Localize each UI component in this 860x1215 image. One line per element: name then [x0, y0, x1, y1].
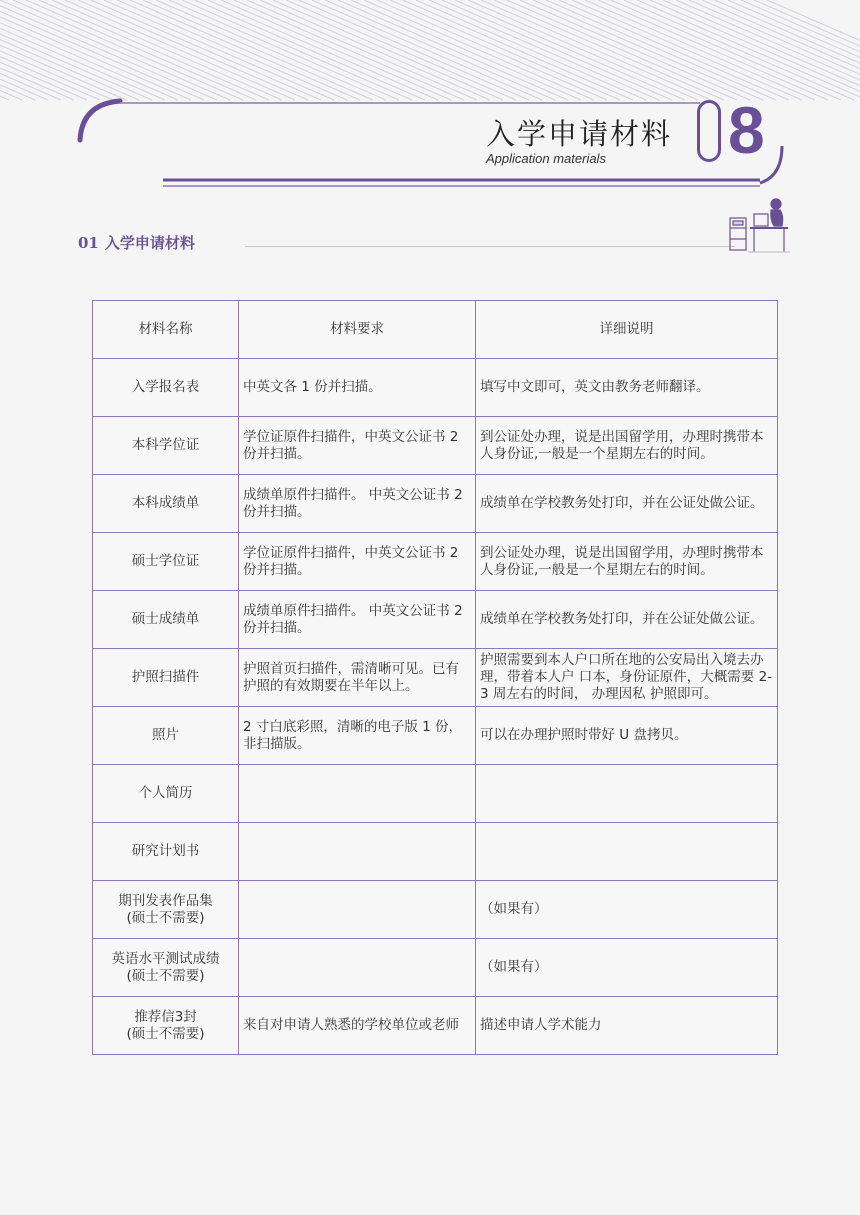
material-name-cell [93, 475, 239, 533]
table-row [93, 533, 778, 591]
material-detail: 成绩单在学校教务处打印，并在公证处做公证。 [476, 475, 778, 533]
material-name-cell [93, 823, 239, 881]
chapter-number-zero-outline [697, 100, 721, 162]
material-requirement [239, 881, 476, 939]
material-requirement: 学位证原件扫描件，中英文公证书 2 份并扫描。 [239, 417, 476, 475]
column-header-requirement: 材料要求 [239, 301, 476, 359]
table-row [93, 417, 778, 475]
material-name: 本科成绩单 [131, 495, 200, 511]
material-name-cell [93, 417, 239, 475]
material-detail: （如果有） [476, 881, 778, 939]
material-detail: 可以在办理护照时带好 U 盘拷贝。 [476, 707, 778, 765]
materials-table [92, 300, 778, 1055]
material-name: 本科学位证 [131, 437, 200, 453]
table-row [93, 591, 778, 649]
material-name-cell [93, 881, 239, 939]
material-name: 研究计划书 [131, 843, 200, 859]
material-detail: 到公证处办理，说是出国留学用，办理时携带本人身份证,一般是一个星期左右的时间。 [476, 533, 778, 591]
material-name: 英语水平测试成绩 [111, 950, 220, 967]
material-requirement: 来自对申请人熟悉的学校单位或老师 [239, 997, 476, 1055]
chapter-number: 8 [728, 93, 765, 167]
material-detail [476, 823, 778, 881]
table-row [93, 765, 778, 823]
material-name-note: (硕士不需要) [126, 1025, 205, 1042]
column-header-name: 材料名称 [93, 301, 239, 359]
material-detail: 成绩单在学校教务处打印，并在公证处做公证。 [476, 591, 778, 649]
material-requirement: 成绩单原件扫描件。 中英文公证书 2 份并扫描。 [239, 475, 476, 533]
table-row [93, 939, 778, 997]
material-detail: （如果有） [476, 939, 778, 997]
material-name-note: (硕士不需要) [126, 967, 205, 984]
page-subtitle: Application materials [486, 151, 606, 166]
section-number: 01 [78, 234, 99, 252]
material-name: 护照扫描件 [131, 669, 200, 685]
material-requirement: 护照首页扫描件，需清晰可见。已有护照的有效期要在半年以上。 [239, 649, 476, 707]
material-name-cell [93, 939, 239, 997]
table-row [93, 649, 778, 707]
material-detail: 到公证处办理，说是出国留学用，办理时携带本人身份证,一般是一个星期左右的时间。 [476, 417, 778, 475]
material-name: 个人简历 [138, 785, 193, 801]
material-name-cell [93, 533, 239, 591]
material-name: 期刊发表作品集 [118, 892, 213, 909]
table-header-row [93, 301, 778, 359]
section-divider [245, 246, 735, 247]
material-name: 照片 [152, 727, 179, 743]
section-title: 入学申请材料 [104, 234, 195, 252]
material-name: 推荐信3封 [134, 1008, 197, 1025]
table-row [93, 997, 778, 1055]
material-name: 硕士成绩单 [131, 611, 200, 627]
material-name-cell [93, 649, 239, 707]
material-detail: 护照需要到本人户口所在地的公安局出入境去办理，带着本人户 口本，身份证原件，大概需要 2-3 周左右的时间， 办理因私 护照即可。 [476, 649, 778, 707]
material-requirement: 中英文各 1 份并扫描。 [239, 359, 476, 417]
material-name-cell [93, 359, 239, 417]
table-row [93, 359, 778, 417]
material-name-cell [93, 997, 239, 1055]
material-requirement: 2 寸白底彩照，清晰的电子版 1 份，非扫描版。 [239, 707, 476, 765]
material-name-cell [93, 591, 239, 649]
desk-person-illustration-icon [728, 196, 792, 254]
page-title: 入学申请材料 [486, 117, 673, 151]
material-detail: 描述申请人学术能力 [476, 997, 778, 1055]
material-name: 硕士学位证 [131, 553, 200, 569]
column-header-detail: 详细说明 [476, 301, 778, 359]
material-name: 入学报名表 [131, 379, 200, 395]
table-row [93, 707, 778, 765]
material-requirement: 学位证原件扫描件，中英文公证书 2 份并扫描。 [239, 533, 476, 591]
material-name-cell [93, 707, 239, 765]
material-detail: 填写中文即可，英文由教务老师翻译。 [476, 359, 778, 417]
material-requirement [239, 939, 476, 997]
table-row [93, 823, 778, 881]
material-requirement: 成绩单原件扫描件。 中英文公证书 2 份并扫描。 [239, 591, 476, 649]
material-name-cell [93, 765, 239, 823]
section-heading [78, 232, 195, 253]
material-requirement [239, 823, 476, 881]
material-name-note: (硕士不需要) [126, 909, 205, 926]
table-row [93, 881, 778, 939]
table-row [93, 475, 778, 533]
material-detail [476, 765, 778, 823]
material-requirement [239, 765, 476, 823]
